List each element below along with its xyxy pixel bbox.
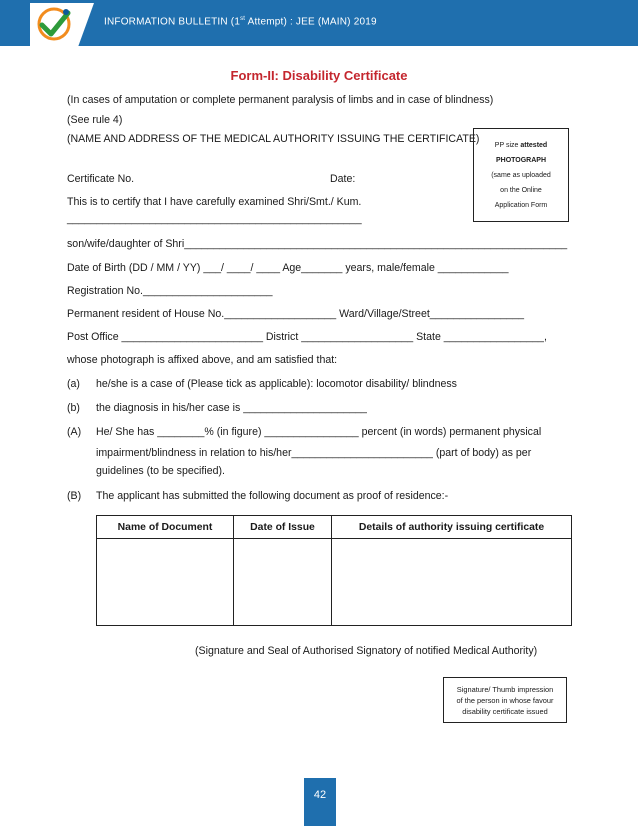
post-office-line: Post Office ________________________ District ___________________ State _________________,: [67, 331, 547, 343]
photo-box-line1: PP size attested: [494, 142, 548, 149]
form-title: Form-II: Disability Certificate: [230, 68, 408, 83]
item-A-label: (A): [67, 426, 82, 438]
photo-box-line3: (same as uploaded: [491, 172, 551, 179]
cell-name-of-document[interactable]: [97, 539, 234, 626]
signature-seal-line: (Signature and Seal of Authorised Signatory of notified Medical Authority): [195, 645, 538, 657]
col-header-name-of-document: Name of Document: [97, 516, 234, 539]
col-header-authority-details: Details of authority issuing certificate: [332, 516, 572, 539]
photo-box: [473, 128, 569, 222]
photo-box-line4: on the Online: [500, 187, 542, 194]
item-b-label: (b): [67, 402, 80, 414]
photo-box-line5: Application Form: [494, 202, 548, 209]
header-bar: [0, 0, 638, 46]
rule-line: (See rule 4): [67, 114, 123, 126]
photo-box-line2: PHOTOGRAPH: [495, 157, 547, 164]
item-B-text: The applicant has submitted the following document as proof of residence:-: [96, 490, 449, 502]
item-a-text: he/she is a case of (Please tick as applicable): locomotor disability/ blindness: [96, 378, 457, 390]
house-line: Permanent resident of House No.___________________ Ward/Village/Street________________: [67, 308, 525, 320]
item-A-text-1: He/ She has ________% (in figure) ________________ percent (in words) permanent physical: [96, 426, 542, 438]
certificate-no-label: Certificate No.: [67, 173, 135, 185]
table-header-row: [97, 516, 572, 539]
table-row: [97, 539, 572, 626]
item-b-text: the diagnosis in his/her case is _____________________: [96, 402, 367, 414]
thumb-box-line1: Signature/ Thumb impression: [456, 685, 554, 694]
page-number: 42: [304, 778, 336, 826]
authority-line: (NAME AND ADDRESS OF THE MEDICAL AUTHORITY ISSUING THE CERTIFICATE): [67, 133, 480, 145]
col-header-date-of-issue: Date of Issue: [234, 516, 332, 539]
bulletin-header-text: INFORMATION BULLETIN (1st Attempt) : JEE (MAIN) 2019: [104, 16, 377, 28]
item-B-label: (B): [67, 490, 82, 502]
name-blank-line: __________________________________________________: [67, 213, 362, 225]
date-label: Date:: [330, 173, 356, 185]
registration-line: Registration No.______________________: [67, 285, 273, 297]
thumb-box-line2: of the person in whose favour: [456, 696, 554, 705]
dob-line: Date of Birth (DD / MM / YY) ___/ ____/ ____ Age_______ years, male/female ____________: [67, 262, 509, 274]
photo-affixed-line: whose photograph is affixed above, and am satisfied that:: [67, 354, 338, 366]
residence-document-table: [96, 515, 572, 626]
thumb-box-line3: disability certificate issued: [462, 707, 548, 716]
cell-authority-details[interactable]: [332, 539, 572, 626]
intro-line: (In cases of amputation or complete permanent paralysis of limbs and in case of blindness): [67, 94, 494, 106]
item-A-text-2: impairment/blindness in relation to his/her________________________ (part of body) as per: [96, 447, 532, 459]
item-A-text-3: guidelines (to be specified).: [96, 465, 225, 477]
item-a-label: (a): [67, 378, 80, 390]
relation-line: son/wife/daughter of Shri_________________________________________________________________: [67, 238, 568, 250]
certify-text: This is to certify that I have carefully examined Shri/Smt./ Kum.: [67, 196, 362, 208]
logo-icon: [30, 3, 94, 47]
cell-date-of-issue[interactable]: [234, 539, 332, 626]
nta-logo: [30, 3, 94, 47]
thumb-impression-box: [443, 677, 567, 723]
